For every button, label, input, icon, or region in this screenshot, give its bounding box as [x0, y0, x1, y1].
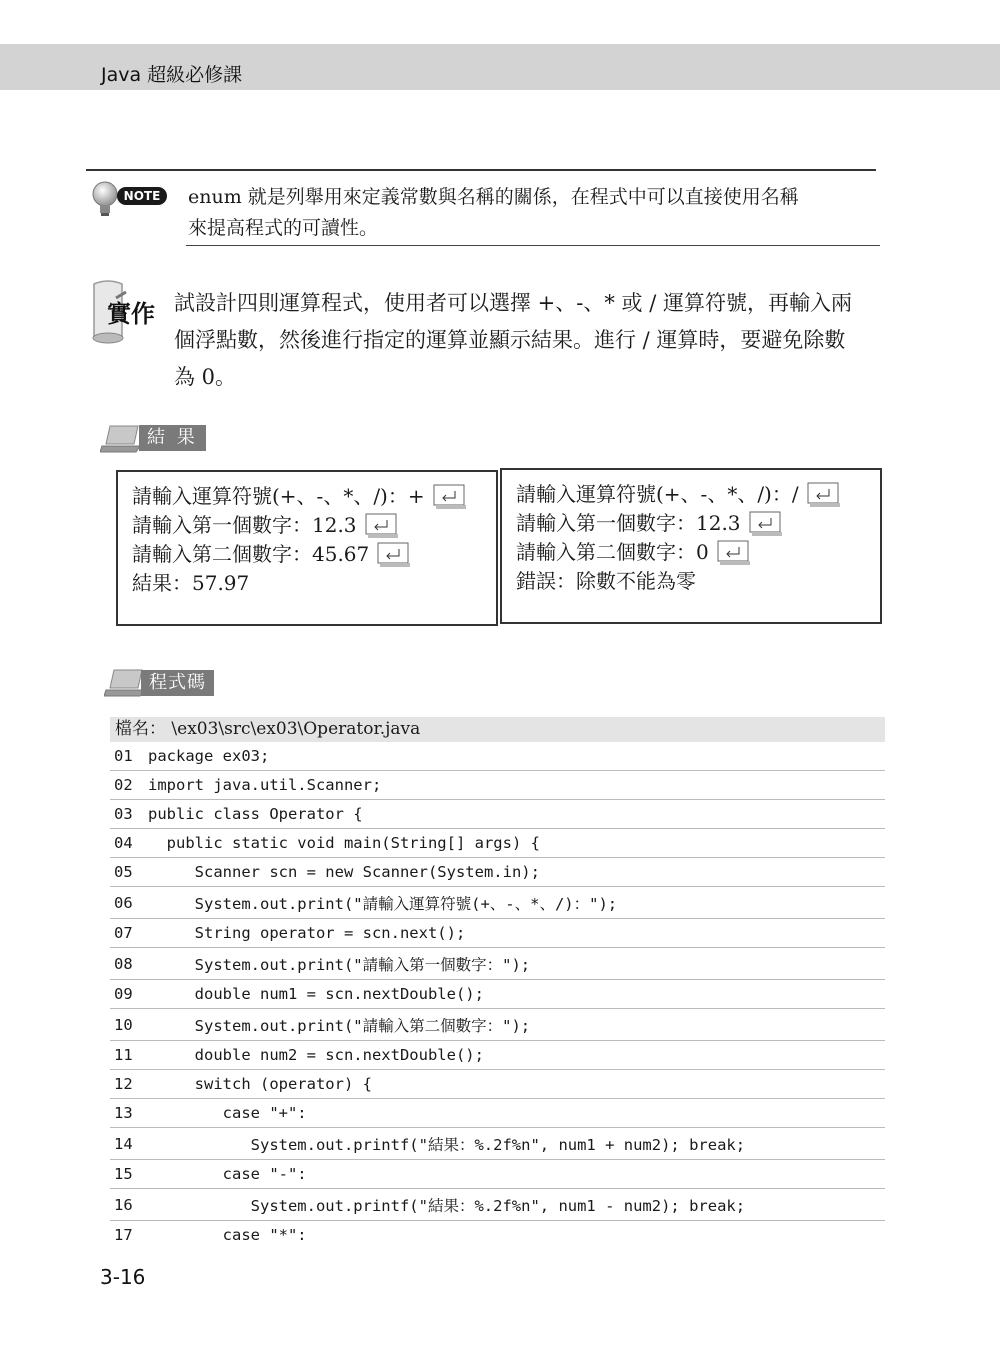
enter-key-icon [365, 513, 399, 539]
code-text: case "-": [148, 1165, 307, 1183]
code-text: String operator = scn.next(); [148, 924, 466, 942]
line-number: 03 [114, 805, 133, 823]
code-text: public static void main(String[] args) { [148, 834, 540, 852]
note-top-rule [86, 169, 876, 171]
line-number: 04 [114, 834, 133, 852]
practice-line: 為 0。 [174, 365, 237, 389]
line-number: 01 [114, 747, 133, 765]
file-path: \ex03\src\ex03\Operator.java [171, 719, 421, 739]
code-line [110, 1128, 885, 1160]
code-line [110, 919, 885, 948]
line-number: 11 [114, 1046, 133, 1064]
line-number: 09 [114, 985, 133, 1003]
code-line [110, 1221, 885, 1249]
code-text: case "+": [148, 1104, 307, 1122]
code-line [110, 1009, 885, 1041]
note-bottom-rule [186, 245, 880, 246]
line-number: 15 [114, 1165, 133, 1183]
code-text: double num1 = scn.nextDouble(); [148, 985, 484, 1003]
code-listing [110, 742, 885, 1249]
line-number: 16 [114, 1195, 133, 1214]
line-number: 06 [114, 893, 133, 912]
laptop-icon [100, 424, 144, 454]
code-line [110, 800, 885, 829]
result-line: 請輸入第一個數字：12.3 [132, 511, 482, 540]
enter-key-icon [433, 484, 467, 510]
code-text: switch (operator) { [148, 1075, 372, 1093]
code-line [110, 771, 885, 800]
result-box-2 [500, 468, 882, 624]
result-box-1 [116, 470, 498, 626]
result-line: 錯誤：除數不能為零 [516, 569, 696, 593]
code-line [110, 1189, 885, 1221]
result-line: 請輸入第二個數字：45.67 [132, 540, 482, 569]
enter-key-icon [717, 540, 751, 566]
line-number: 07 [114, 924, 133, 942]
file-label: 檔名： [115, 719, 166, 739]
enter-key-icon [807, 482, 841, 508]
code-text: System.out.printf("結果：%.2f%n", num1 - num2); break; [148, 1196, 746, 1215]
line-number: 14 [114, 1134, 133, 1153]
file-name-bar [110, 717, 885, 742]
code-text: Scanner scn = new Scanner(System.in); [148, 863, 540, 881]
result-line: 請輸入運算符號(+、-、*、/)：/ [516, 480, 866, 509]
code-section-label: 程式碼 [141, 670, 214, 696]
code-line [110, 948, 885, 980]
code-line [110, 1070, 885, 1099]
book-title: Java 超級必修課 [101, 64, 243, 86]
code-line [110, 742, 885, 771]
code-text: public class Operator { [148, 805, 363, 823]
note-badge: NOTE [117, 187, 167, 205]
line-number: 13 [114, 1104, 133, 1122]
line-number: 02 [114, 776, 133, 794]
result-line: 請輸入運算符號(+、-、*、/)：+ [132, 482, 482, 511]
practice-label: 實作 [107, 300, 155, 328]
result-line: 請輸入第二個數字：0 [516, 538, 866, 567]
note-line: 來提高程式的可讀性。 [188, 217, 379, 239]
line-number: 05 [114, 863, 133, 881]
result-section-label: 結 果 [139, 425, 206, 451]
note-text [188, 182, 883, 244]
code-line [110, 858, 885, 887]
code-line [110, 1099, 885, 1128]
code-line [110, 829, 885, 858]
code-line [110, 980, 885, 1009]
line-number: 10 [114, 1015, 133, 1034]
practice-line: 試設計四則運算程式，使用者可以選擇 +、-、* 或 / 運算符號，再輸入兩 [174, 291, 852, 315]
code-line [110, 1160, 885, 1189]
line-number: 12 [114, 1075, 133, 1093]
code-text: System.out.print("請輸入運算符號(+、-、*、/)："); [148, 894, 618, 913]
note-line: enum 就是列舉用來定義常數與名稱的關係，在程式中可以直接使用名稱 [188, 186, 799, 208]
code-text: double num2 = scn.nextDouble(); [148, 1046, 484, 1064]
code-line [110, 887, 885, 919]
line-number: 08 [114, 954, 133, 973]
code-text: package ex03; [148, 747, 270, 765]
code-text: case "*": [148, 1226, 307, 1244]
code-text: System.out.printf("結果：%.2f%n", num1 + num2); break; [148, 1135, 746, 1154]
enter-key-icon [377, 542, 411, 568]
practice-text [174, 285, 886, 396]
practice-line: 個浮點數，然後進行指定的運算並顯示結果。進行 / 運算時，要避免除數 [174, 328, 846, 352]
result-line: 請輸入第一個數字：12.3 [516, 509, 866, 538]
page-number: 3-16 [100, 1265, 146, 1289]
enter-key-icon [749, 511, 783, 537]
line-number: 17 [114, 1226, 133, 1244]
code-text: System.out.print("請輸入第二個數字："); [148, 1016, 531, 1035]
code-text: System.out.print("請輸入第一個數字："); [148, 955, 531, 974]
result-line: 結果：57.97 [132, 571, 250, 595]
code-text: import java.util.Scanner; [148, 776, 382, 794]
code-line [110, 1041, 885, 1070]
